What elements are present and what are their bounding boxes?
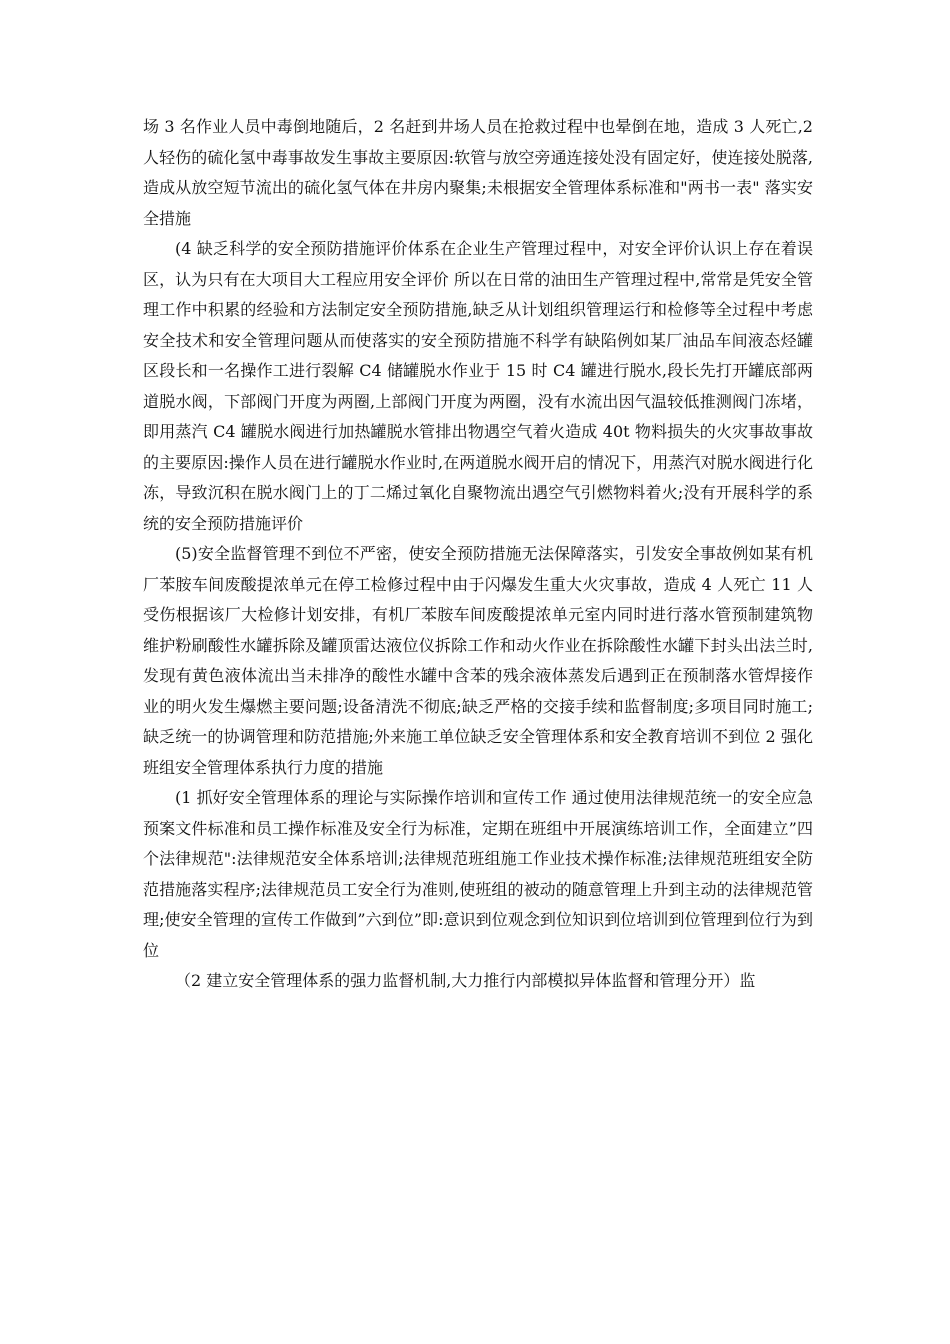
paragraph-5: （2 建立安全管理体系的强力监督机制,大力推行内部模拟异体监督和管理分开）监 xyxy=(175,971,756,990)
document-body xyxy=(143,112,813,997)
paragraph-3: (5)安全监督管理不到位不严密，使安全预防措施无法保障落实，引发安全事故例如某有机厂苯胺车间废酸提浓单元在停工检修过程中由于闪爆发生重大火灾事故，造成 4 人死亡 11 人受伤根据该厂大检修计划安排，有机厂苯胺车间废酸提浓单元室内同时进行落水管预制建筑物维护粉刷酸性水罐拆除及罐顶雷达液位仪拆除工作和动火作业在拆除酸性水罐下封头出法兰时,发现有黄色液体流出当未排净的酸性水罐中含苯的残余液体蒸发后遇到正在预制落水管焊接作业的明火发生爆燃主要问题;设备清洗不彻底;缺乏严格的交接手续和监督制度;多项目同时施工;缺乏统一的协调管理和防范措施;外来施工单位缺乏安全管理体系和安全教育培训不到位 2 强化班组安全管理体系执行力度的措施 xyxy=(143,544,813,777)
paragraph-2: (4 缺乏科学的安全预防措施评价体系在企业生产管理过程中，对安全评价认识上存在着误区，认为只有在大项目大工程应用安全评价 所以在日常的油田生产管理过程中,常常是凭安全管理工作中积累的经验和方法制定安全预防措施,缺乏从计划组织管理运行和检修等全过程中考虑安全技术和安全管理问题从而使落实的安全预防措施不科学有缺陷例如某厂油品车间液态烃罐区段长和一名操作工进行裂解 C4 储罐脱水作业于 15 时 C4 罐进行脱水,段长先打开罐底部两道脱水阀，下部阀门开度为两圈,上部阀门开度为两圈，没有水流出因气温较低推测阀门冻堵，即用蒸汽 C4 罐脱水阀进行加热罐脱水管排出物遇空气着火造成 40t 物料损失的火灾事故事故的主要原因:操作人员在进行罐脱水作业时,在两道脱水阀开启的情况下，用蒸汽对脱水阀进行化冻，导致沉积在脱水阀门上的丁二烯过氧化自聚物流出遇空气引燃物料着火;没有开展科学的系统的安全预防措施评价 xyxy=(143,239,813,533)
paragraph-1: 场 3 名作业人员中毒倒地随后，2 名赶到井场人员在抢救过程中也晕倒在地，造成 3 人死亡,2 人轻伤的硫化氢中毒事故发生事故主要原因:软管与放空旁通连接处没有固定好，使连接处脱落,造成从放空短节流出的硫化氢气体在井房内聚集;未根据安全管理体系标准和"两书一表" 落实安全措施 xyxy=(143,117,813,228)
paragraph-4: (1 抓好安全管理体系的理论与实际操作培训和宣传工作 通过使用法律规范统一的安全应急预案文件标准和员工操作标准及安全行为标准，定期在班组中开展演练培训工作，全面建立”四个法律规范":法律规范安全体系培训;法律规范班组施工作业技术操作标准;法律规范班组安全防范措施落实程序;法律规范员工安全行为准则,使班组的被动的随意管理上升到主动的法律规范管理;使安全管理的宣传工作做到”六到位”即:意识到位观念到位知识到位培训到位管理到位行为到位 xyxy=(143,788,813,960)
